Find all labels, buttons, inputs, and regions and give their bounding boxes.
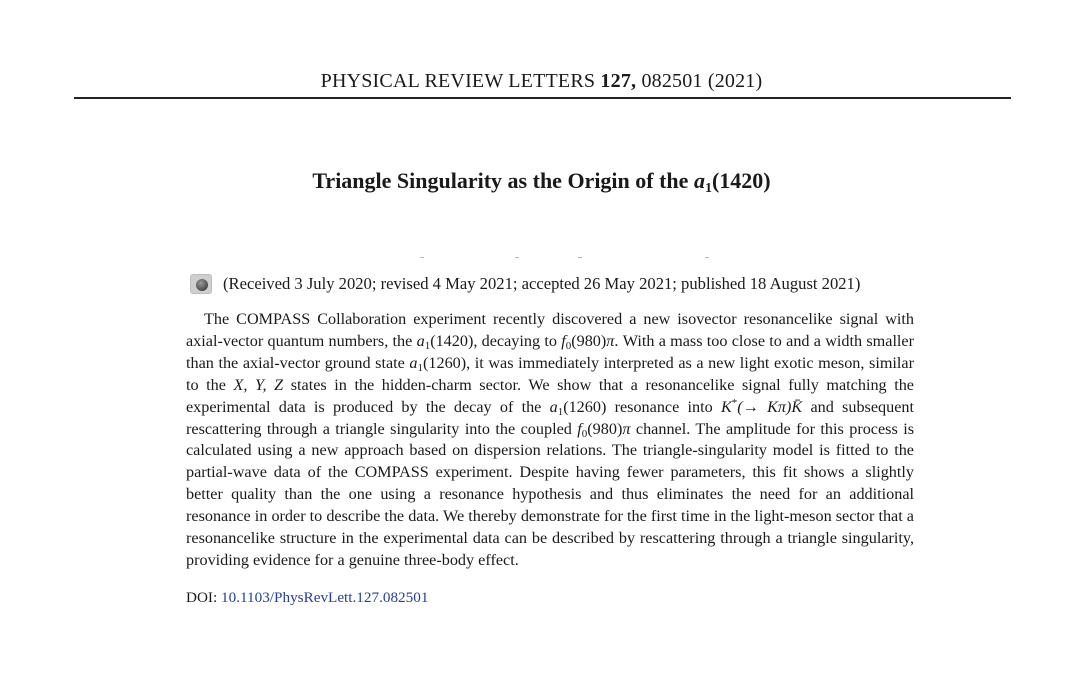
math-symbol: K̄ — [791, 397, 803, 416]
journal-name: PHYSICAL REVIEW LETTERS — [320, 70, 596, 92]
title-subscript: 1 — [704, 181, 712, 196]
received-dates: (Received 3 July 2020; revised 4 May 2021; accepted 26 May 2021; published 18 August 2021) — [223, 274, 861, 293]
math-subscript: 1 — [557, 405, 564, 418]
math-symbol: f — [577, 419, 582, 438]
title-symbol: a — [693, 168, 705, 193]
doi-label: DOI: — [186, 589, 218, 606]
doi-line — [186, 589, 428, 607]
abstract — [186, 309, 914, 572]
math-symbol: K — [720, 397, 732, 416]
abstract-text: states in the hidden-charm sector. We show that a resonancelike signal fully matching the experimental data is produced by the decay of the — [186, 375, 914, 416]
journal-year: (2021) — [707, 70, 763, 92]
math-subscript: 0 — [565, 339, 572, 352]
math-symbol: f — [561, 331, 566, 350]
math-symbol: X, Y, Z — [233, 375, 284, 394]
abstract-text: (980) — [571, 331, 607, 350]
received-row — [190, 272, 915, 296]
abstract-paragraph — [186, 309, 914, 572]
abstract-text: (1260) resonance into — [563, 397, 721, 416]
math-subscript: 1 — [424, 339, 431, 352]
journal-volume: 127, — [600, 70, 637, 92]
speck — [515, 257, 519, 258]
abstract-text: The COMPASS Collaboration experiment recently discovered a new isovector resonancelike signal with axial-vector quantum numbers, the — [186, 310, 914, 350]
author-line-remnant — [300, 252, 780, 262]
math-symbol: π — [622, 419, 631, 438]
abstract-text: (1420), decaying to — [430, 331, 562, 350]
math-symbol: a — [416, 331, 425, 350]
badge-dot — [196, 279, 208, 291]
math-superscript: * — [731, 396, 738, 409]
abstract-text: and subsequent rescattering through a triangle singularity into the coupled — [186, 397, 914, 438]
abstract-text: channel. The amplitude for this process is calculated using a new approach based on dispersion relations. The triangle-singularity model is fitted to the partial-wave data of the COMPASS experiment. Despite having fewer parameters, this fit shows a slightly better quality than the one using a resonance hypothesis and thus eliminates the need for an additional resonance in order to describe the data. We thereby demonstrate for the first time in the light-meson sector that a resonancelike structure in the experimental data can be described by rescattering through a triangle singularity, providing evidence for a genuine three-body effect. — [186, 419, 914, 569]
article-number: 082501 — [641, 70, 703, 92]
journal-header — [0, 70, 1083, 93]
math-symbol: (→ Kπ) — [737, 397, 792, 416]
paper-title — [0, 168, 1083, 197]
math-symbol: a — [549, 397, 558, 416]
speck — [705, 257, 709, 258]
abstract-text: (1260), it was immediately interpreted as a new light exotic meson, similar to the — [186, 353, 914, 394]
math-subscript: 0 — [581, 427, 588, 440]
abstract-text: . With a mass too close to and a width smaller than the axial-vector ground state — [186, 331, 915, 372]
speck — [420, 257, 424, 258]
speck — [578, 257, 582, 258]
title-mass: (1420) — [711, 168, 771, 193]
doi-link[interactable]: 10.1103/PhysRevLett.127.082501 — [221, 589, 429, 606]
math-subscript: 1 — [417, 361, 423, 374]
abstract-text: (980) — [587, 419, 623, 438]
title-text: Triangle Singularity as the Origin of the — [312, 168, 689, 193]
header-rule — [74, 97, 1011, 99]
open-access-icon[interactable] — [190, 274, 212, 294]
math-symbol: π — [606, 331, 615, 350]
math-symbol: a — [409, 353, 418, 372]
